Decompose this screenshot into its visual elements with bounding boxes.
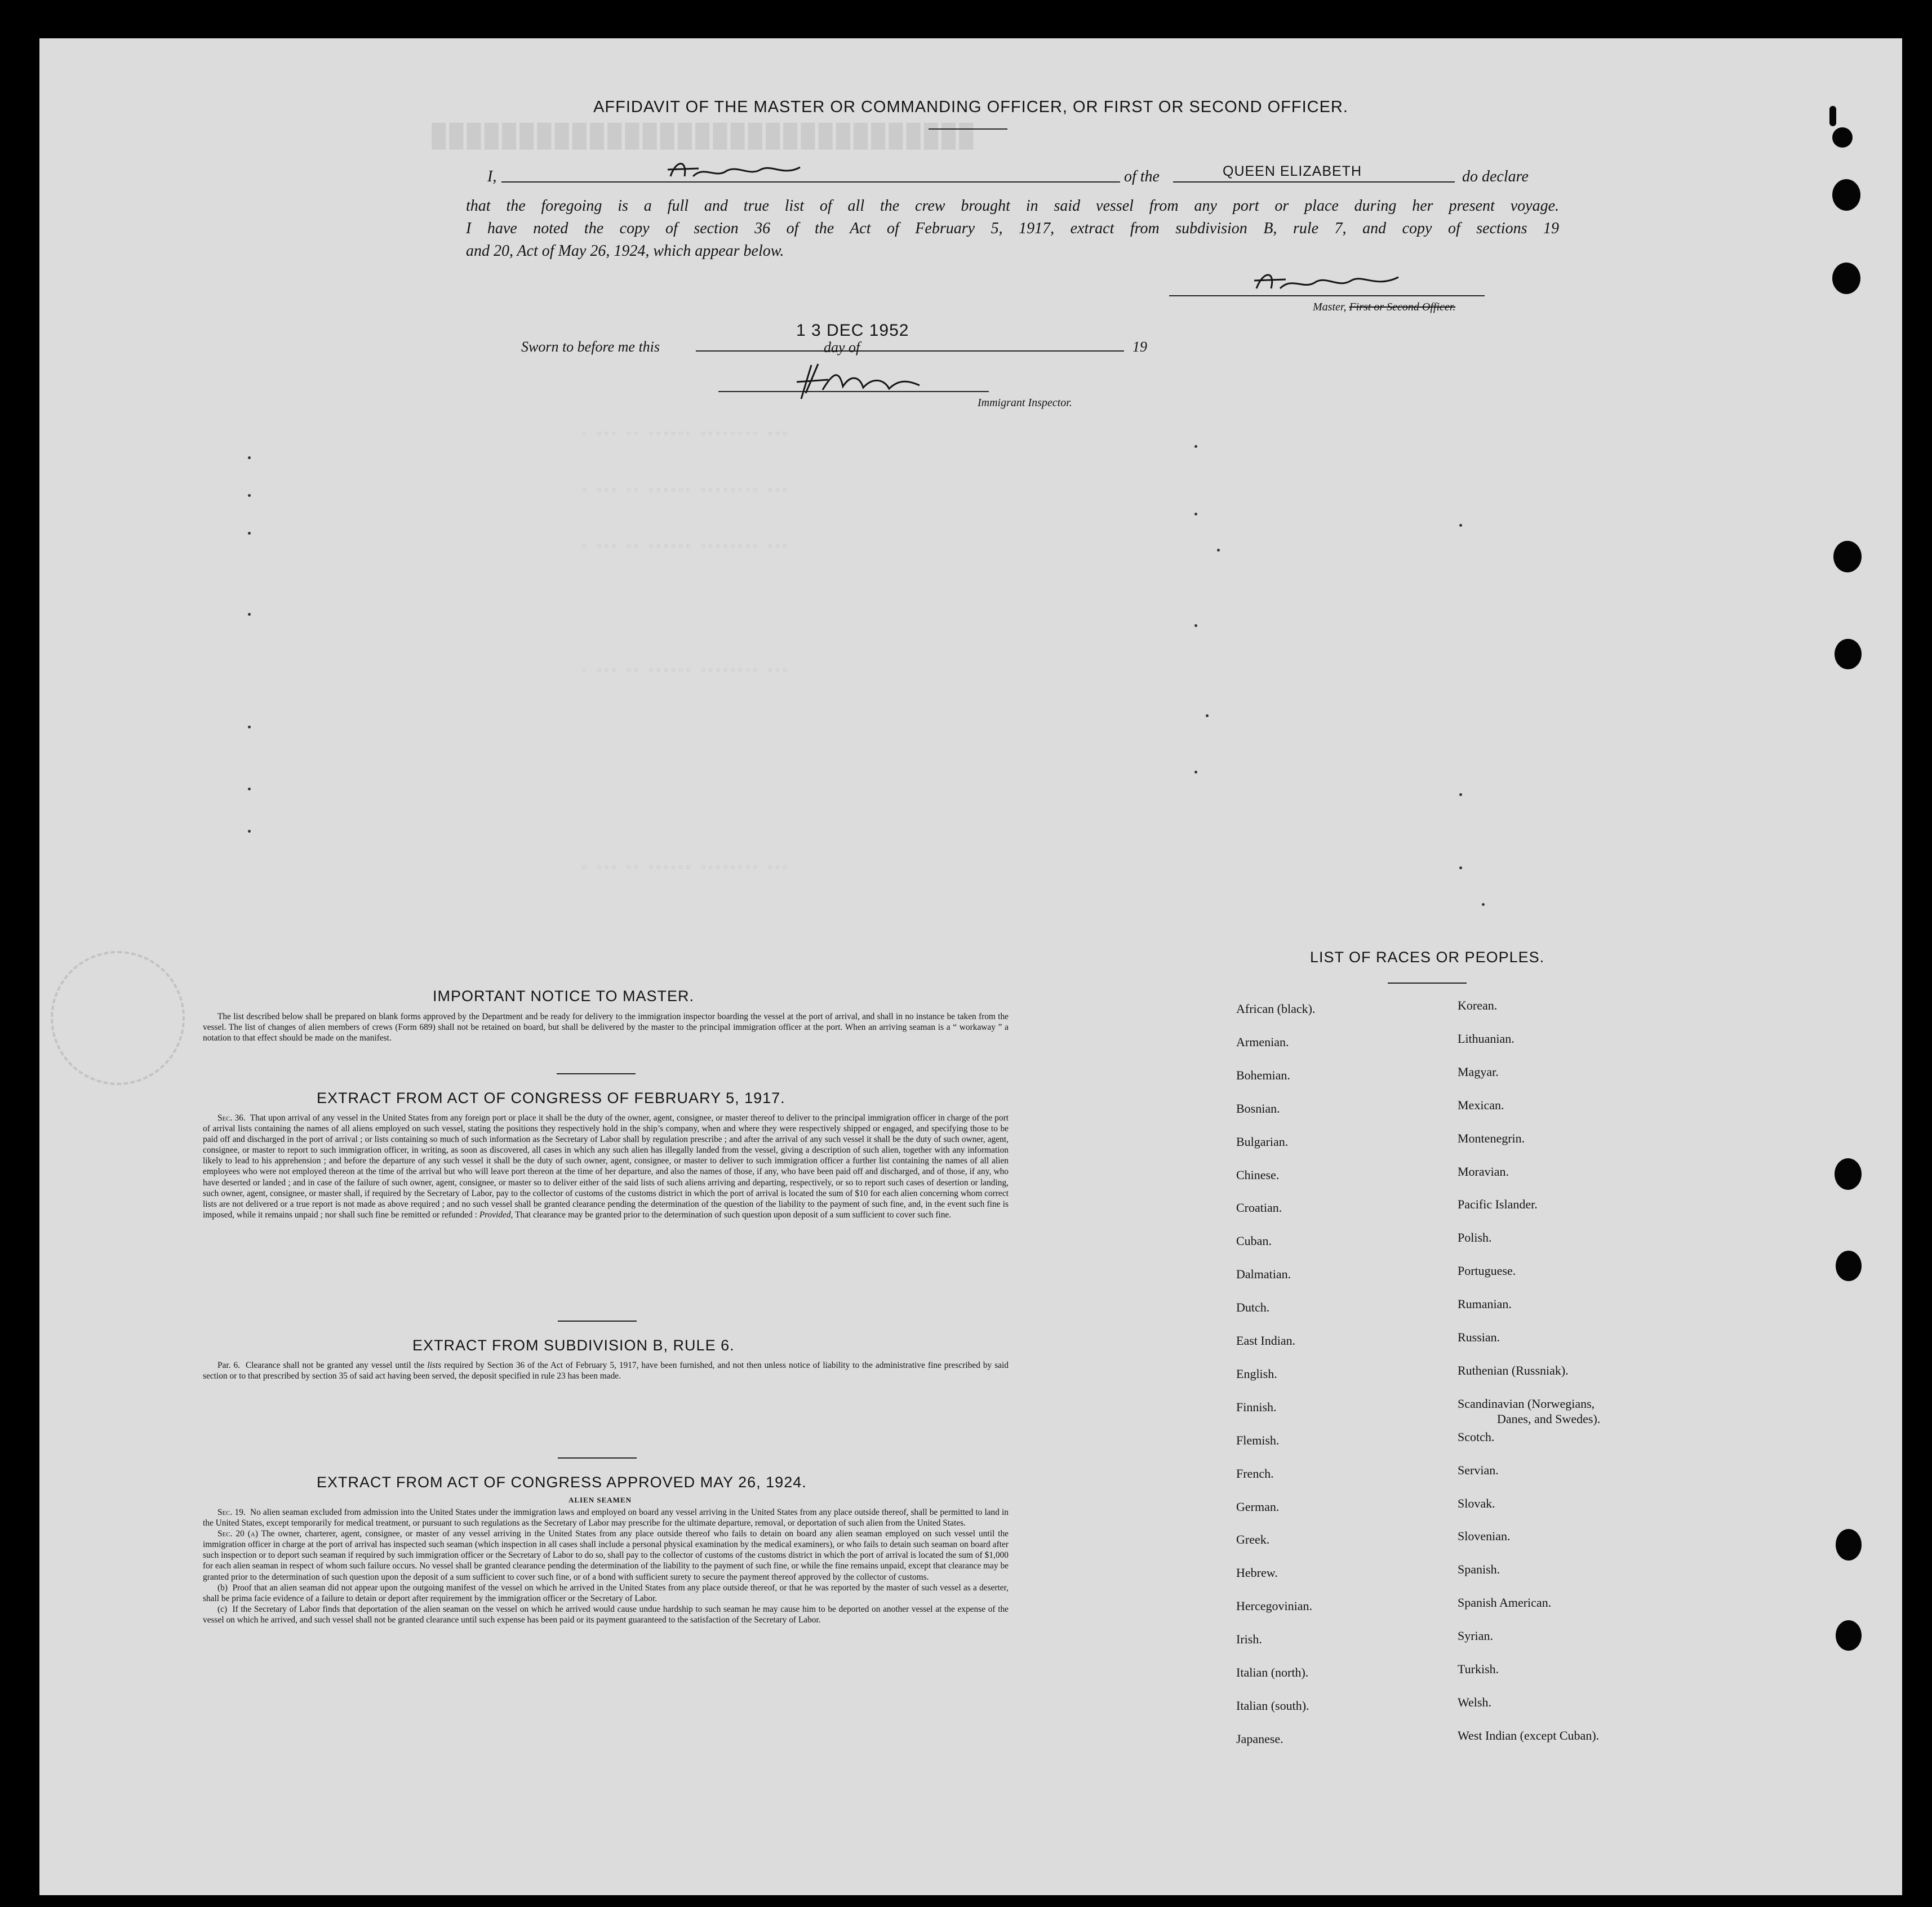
race-item: Flemish. — [1236, 1433, 1280, 1447]
affidavit-i-label: I, — [487, 168, 497, 185]
race-item: African (black). — [1236, 1002, 1316, 1016]
race-item: Bohemian. — [1236, 1068, 1290, 1082]
race-item: Dutch. — [1236, 1300, 1270, 1315]
race-item: Russian. — [1458, 1330, 1500, 1344]
vessel-name: QUEEN ELIZABETH — [1223, 163, 1362, 179]
race-item: Slovenian. — [1458, 1529, 1511, 1544]
race-item: Pacific Islander. — [1458, 1197, 1538, 1212]
race-item: Ruthenian (Russniak). — [1458, 1363, 1569, 1377]
sworn-date-field — [696, 350, 1124, 352]
sworn-date-stamp: 1 3 DEC 1952 — [796, 321, 909, 340]
race-item: Bulgarian. — [1236, 1134, 1289, 1149]
race-item: Servian. — [1458, 1463, 1499, 1477]
race-item: Spanish American. — [1458, 1595, 1552, 1610]
master-caption — [1313, 301, 1455, 314]
race-item: Chinese. — [1236, 1167, 1280, 1182]
punch-hole — [1832, 127, 1853, 148]
extract-1917-title: EXTRACT FROM ACT OF CONGRESS OF FEBRUARY 5, 1917. — [317, 1090, 785, 1106]
punch-hole — [1833, 541, 1862, 572]
vessel-name-field — [1173, 181, 1455, 183]
race-item: Armenian. — [1236, 1034, 1289, 1049]
race-item: Dalmatian. — [1236, 1267, 1291, 1282]
punch-hole — [1832, 179, 1860, 211]
race-item: Italian (south). — [1236, 1698, 1309, 1713]
race-item: Turkish. — [1458, 1662, 1499, 1676]
race-item: Scotch. — [1458, 1429, 1495, 1444]
struck-officer-caption: First or Second Officer. — [1349, 301, 1456, 313]
sec-20a-text: The owner, charterer, agent, consignee, or master of any vessel arriving in the United States from any place outside thereof who fails to detain on board any alien seaman employed on such vessel until the immigration officer in charge at the port of arrival has inspected such seaman (which inspection in all cases shall include a personal physical examination by the medical examiners), or who fails to detain such seaman on board after such inspection or to deport such seaman if required by such immigration officer or the Secretary of Labor to do so, shall pay to the collector of customs of the customs district in which the port of arrival is located the sum of $1,000 for each alien seaman in respect of whom such failure occurs. No vessel shall be granted clearance pending the determination of the liability to the payment of such fine, or while the fine remains unpaid, except that clearance may be granted prior to the determination of such question upon the deposit of a sum sufficient to cover such fine, or of a bond with sufficient surety to secure the payment thereof approved by the collector of customs. — [203, 1529, 1009, 1582]
race-item: Bosnian. — [1236, 1101, 1280, 1115]
race-item: Spanish. — [1458, 1562, 1500, 1577]
race-item: Slovak. — [1458, 1496, 1495, 1510]
notice-divider — [557, 1073, 636, 1074]
sec-19-label: Sec. 19. — [217, 1508, 246, 1517]
race-item: French. — [1236, 1466, 1274, 1481]
bleed-through: ███████████████████████████████ ▫ ▫▫▫ ▫▫ ▫▫▫▫▫▫ ▫▫▫▫▫▫▫▫ ▫▫▫ ▫ ▫▫▫ ▫▫ ▫▫▫▫▫▫ ▫▫▫▫▫▫▫▫ ▫▫▫ ▫ ▫▫▫ ▫▫ ▫▫▫▫▫▫ ▫▫▫▫▫▫▫▫ ▫▫▫ ▫ ▫▫▫ ▫▫ ▫▫▫▫▫▫ ▫▫▫▫▫▫▫▫ ▫▫▫ ▫ ▫▫▫ ▫▫ ▫▫▫▫▫▫ ▫▫▫▫▫▫▫▫ ▫▫▫ — [39, 38, 1902, 1895]
race-item: Montenegrin. — [1458, 1131, 1525, 1145]
sec-36-text-end: That clearance may be granted prior to the determination of such question upon deposit of a sum sufficient to cover such fine. — [514, 1210, 952, 1220]
race-item: Korean. — [1458, 998, 1498, 1012]
lists-word: lists — [427, 1361, 442, 1370]
race-item: Lithuanian. — [1458, 1031, 1514, 1046]
affidavit-line-4: and 20, Act of May 26, 1924, which appear below. — [466, 242, 784, 260]
race-item: Greek. — [1236, 1532, 1270, 1547]
punch-hole — [1835, 639, 1862, 669]
sec-20a-label: Sec. 20 (a) — [217, 1529, 258, 1539]
race-item: Cuban. — [1236, 1234, 1272, 1248]
master-caption-label: Master, — [1313, 301, 1347, 313]
race-item: Finnish. — [1236, 1399, 1277, 1414]
race-item: Magyar. — [1458, 1064, 1499, 1079]
race-item: Hebrew. — [1236, 1566, 1278, 1580]
extract-1917-divider — [558, 1321, 637, 1322]
race-item: Italian (north). — [1236, 1665, 1309, 1679]
race-item: Mexican. — [1458, 1097, 1504, 1112]
race-item: Welsh. — [1458, 1695, 1491, 1709]
sec-36-label: Sec. 36. — [217, 1113, 246, 1123]
race-item: English. — [1236, 1366, 1277, 1381]
race-item: Hercegovinian. — [1236, 1599, 1312, 1613]
race-item: Scandinavian (Norwegians, — [1458, 1396, 1595, 1411]
race-item: Rumanian. — [1458, 1297, 1512, 1312]
par-6-label: Par. 6. — [217, 1361, 241, 1370]
affidavit-line-3: I have noted the copy of section 36 of the Act of February 5, 1917, extract from subdivision B, rule 7, and copy of sections 19 — [466, 220, 1559, 237]
punch-hole — [1832, 263, 1860, 294]
race-item: Japanese. — [1236, 1731, 1283, 1746]
extract-rule6-body — [203, 1360, 1009, 1381]
document-page — [39, 38, 1902, 1895]
notice-text: The list described below shall be prepared on blank forms approved by the Department and be ready for delivery to the immigration inspector boarding the vessel at the port of arrival, and shall in no instance be taken from the vessel. The list of changes of alien members of crews (Form 689) shall not be retained on board, but shall be delivered by the master to the principal immigration officer at the port. When an arriving seaman is a “ workaway ” a notation to that effect should be made on the manifest. — [203, 1012, 1009, 1043]
extract-1924-title: EXTRACT FROM ACT OF CONGRESS APPROVED MAY 26, 1924. — [317, 1474, 807, 1491]
day-of-label: day of — [824, 339, 860, 355]
race-item: Croatian. — [1236, 1201, 1282, 1215]
rule6-text-a: Clearance shall not be granted any vessel until the — [245, 1361, 425, 1370]
races-divider — [1388, 983, 1467, 984]
race-item: Moravian. — [1458, 1164, 1509, 1179]
inspector-signature — [789, 354, 924, 404]
sworn-label: Sworn to before me this — [521, 339, 660, 355]
extract-1924-body — [203, 1507, 1009, 1625]
affidavit-do-declare: do declare — [1462, 168, 1529, 185]
sec-36-text: That upon arrival of any vessel in the United States from any foreign port or place it shall be the duty of the owner, agent, consignee, or master thereof to deliver to the principal immigration officer in charge of the port of arrival lists containing the names of all aliens employed on such vessel, stating the positions they respectively hold in the ship’s company, when and where they were respectively shipped or engaged, and specifying those to be paid off and discharged in the port of arrival ; or lists containing so much of such information as the Secretary of Labor shall by regulation prescribe ; and after the arrival of any such vessel it shall be the duty of such owner, agent, consignee, or master to report to such immigration officer, in writing, as soon as discovered, all cases in which any such alien has illegally landed from the vessel, giving a description of such alien, together with any information likely to lead to his apprehension ; and before the departure of any such vessel it shall be the duty of such owner, agent, consignee, or master to deliver to such immigration officer a further list containing the names of all alien employees who were not employed thereon at the time of the arrival but who will leave port thereon at the time of her departure, and also the names of those, if any, who have been paid off and discharged, and of those, if any, who have deserted or landed ; and in case of the failure of such owner, agent, consignee, or master so to deliver either of the said lists of such aliens arriving and departing, respectively, or so to report such cases of desertion or landing, such owner, agent, consignee, or master shall, if required by the Secretary of Labor, pay to the collector of customs of the customs district in which the port of arrival is located the sum of $10 for each alien concerning whom correct lists are not delivered or a true report is not made as above required ; and no such vessel shall be granted clearance pending the determination of the question of the liability to the payment of such fine, and, in the event such fine is imposed, while it remains unpaid ; nor shall such fine be remitted or refunded : — [203, 1113, 1009, 1220]
inspector-caption: Immigrant Inspector. — [978, 397, 1072, 409]
affidavit-line-2: that the foregoing is a full and true list of all the crew brought in said vessel from any port or place during her present voyage. — [466, 197, 1559, 215]
race-item: East Indian. — [1236, 1333, 1296, 1348]
race-item: Polish. — [1458, 1230, 1492, 1245]
race-item: Irish. — [1236, 1632, 1262, 1647]
alien-seamen-subtitle: ALIEN SEAMEN — [568, 1496, 632, 1504]
sec-20c-text: If the Secretary of Labor finds that deportation of the alien seaman on the vessel on which he arrived would cause undue hardship to such seaman he may cause him to be deported on another vessel at the expense of the vessel on which he arrived, and such vessel shall not be granted clearance until such expense has been paid or its payment guaranteed to the satisfaction of the Secretary of Labor. — [203, 1604, 1009, 1625]
punch-hole — [1836, 1529, 1862, 1561]
punch-hole — [1829, 106, 1836, 126]
punch-hole — [1836, 1251, 1862, 1281]
sec-20b-text: Proof that an alien seaman did not appear upon the outgoing manifest of the vessel on which he arrived in the United States from any place outside thereof, or that he was reported by the master of such vessel as a deserter, shall be prima facie evidence of a failure to detain or deport after requirement by the immigration officer or the Secretary of Labor. — [203, 1583, 1009, 1603]
sec-20b-label: (b) — [217, 1583, 228, 1593]
declarant-signature — [665, 154, 811, 188]
punch-hole — [1835, 1158, 1862, 1190]
race-item: Portuguese. — [1458, 1264, 1516, 1278]
affidavit-of-the-label: of the — [1124, 168, 1160, 185]
race-item-continuation: Danes, and Swedes). — [1497, 1411, 1601, 1426]
year-prefix: 19 — [1132, 339, 1147, 355]
rule6-text-b: required by Section 36 of the Act of February 5, 1917, have been furnished, and not then unless notice of liability to the administrative fine prescribed by said section or to that prescribed by section 35 of said act having been served, the deposit specified in rule 23 has been made. — [203, 1361, 1009, 1381]
race-item: West Indian (except Cuban). — [1458, 1728, 1600, 1742]
extract-rule6-divider — [558, 1457, 637, 1459]
races-title: LIST OF RACES OR PEOPLES. — [1310, 949, 1545, 966]
extract-1917-body — [203, 1113, 1009, 1220]
master-signature — [1251, 264, 1409, 300]
affidavit-title: AFFIDAVIT OF THE MASTER OR COMMANDING OFFICER, OR FIRST OR SECOND OFFICER. — [593, 98, 1348, 116]
race-item: Syrian. — [1458, 1629, 1493, 1643]
punch-hole — [1836, 1620, 1862, 1651]
notice-title: IMPORTANT NOTICE TO MASTER. — [433, 988, 695, 1004]
sec-20c-label: (c) — [217, 1604, 228, 1614]
title-underline — [929, 128, 1007, 130]
extract-rule6-title: EXTRACT FROM SUBDIVISION B, RULE 6. — [412, 1337, 735, 1354]
race-item: German. — [1236, 1499, 1280, 1514]
provided-word: Provided, — [479, 1210, 513, 1220]
notice-body — [203, 1011, 1009, 1043]
sec-19-text: No alien seaman excluded from admission into the United States under the immigration laws and employed on board any vessel arriving in the United States from any place outside thereof, shall be permitted to land in the United States, except temporarily for medical treatment, or pursuant to such regulations as the Secretary of Labor may prescribe for the ultimate departure, removal, or deportation of such alien from the United States. — [203, 1508, 1009, 1528]
